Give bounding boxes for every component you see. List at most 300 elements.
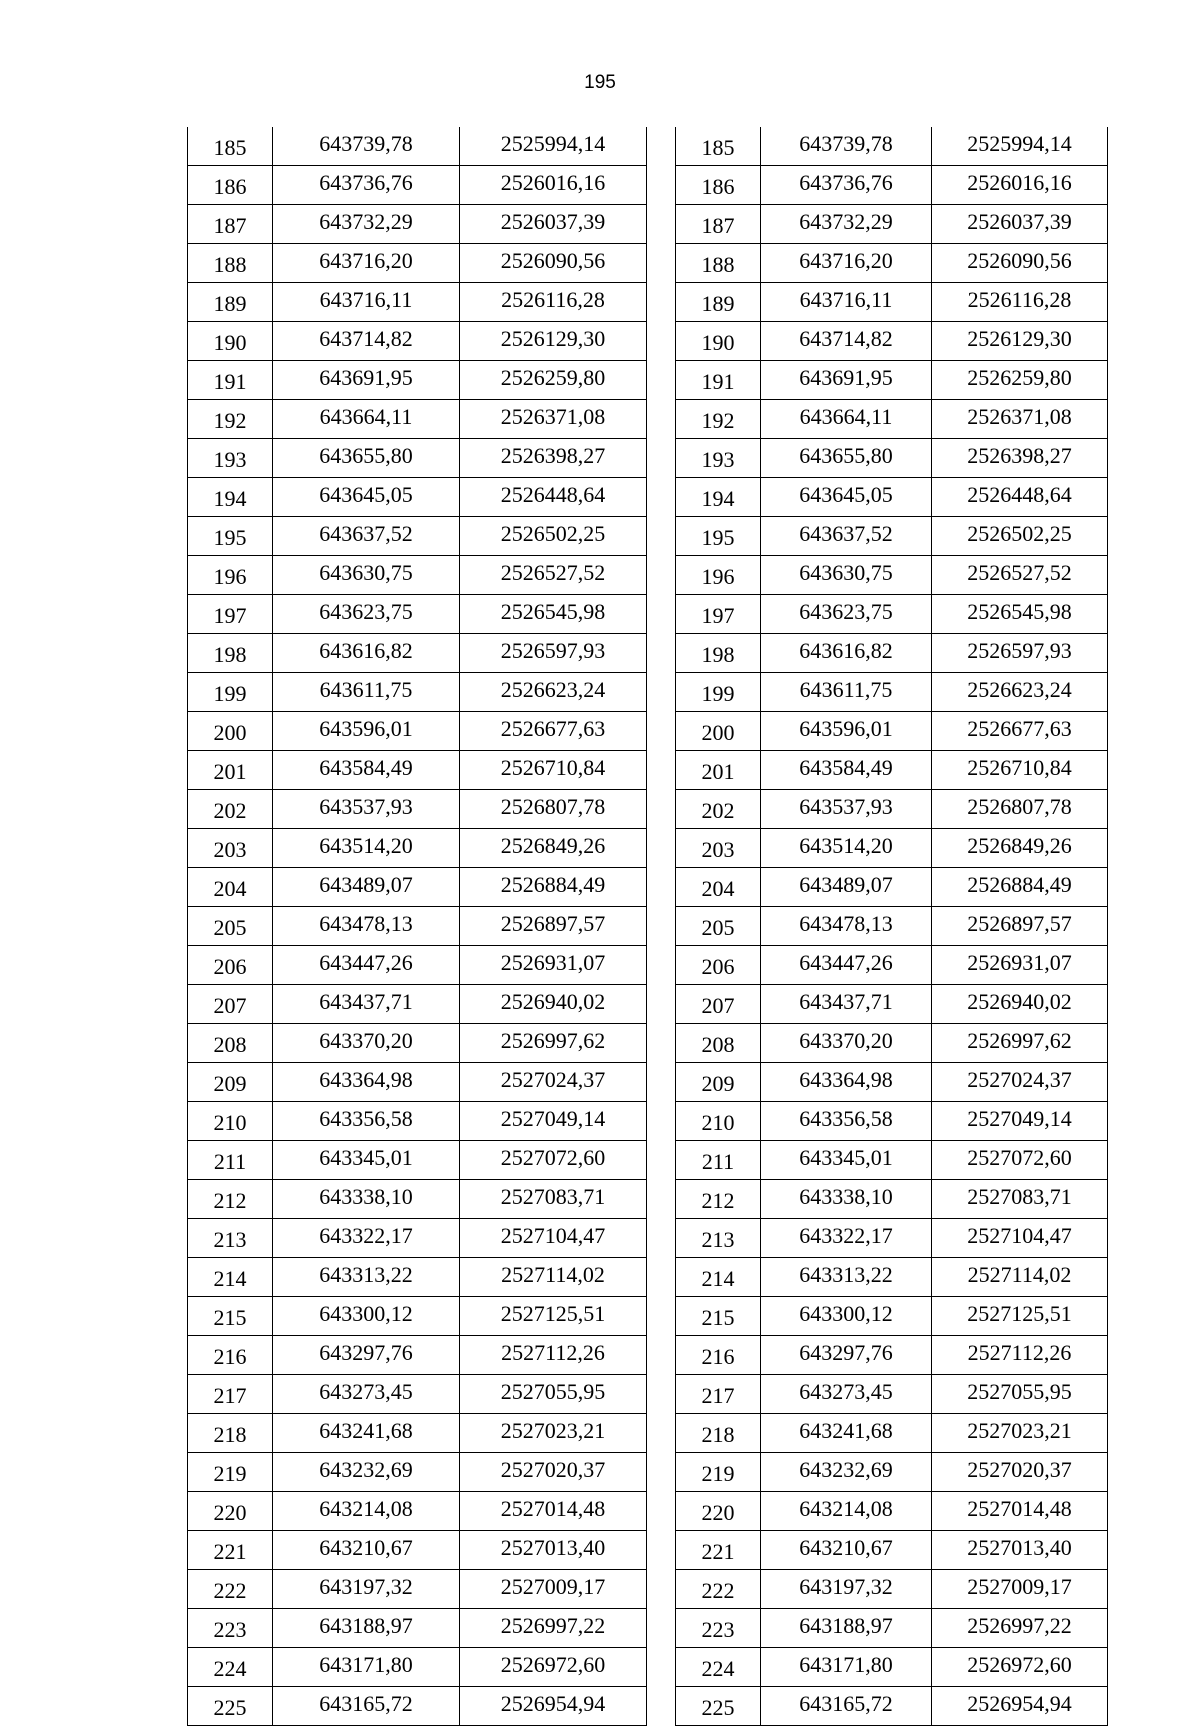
table-row (676, 1453, 1108, 1492)
x-coordinate-cell: 643596,01 (273, 712, 460, 751)
point-number-cell: 211 (188, 1141, 273, 1180)
table-row (676, 1102, 1108, 1141)
y-coordinate-cell: 2526129,30 (460, 322, 647, 361)
table-row (188, 1180, 647, 1219)
y-coordinate-cell: 2526931,07 (460, 946, 647, 985)
x-coordinate-cell: 643489,07 (761, 868, 932, 907)
point-number-cell: 202 (676, 790, 761, 829)
point-number-cell: 197 (676, 595, 761, 634)
table-row (676, 712, 1108, 751)
table-row (188, 283, 647, 322)
table-row (676, 946, 1108, 985)
y-coordinate-cell: 2526997,22 (932, 1609, 1108, 1648)
x-coordinate-cell: 643537,93 (761, 790, 932, 829)
y-coordinate-cell: 2526623,24 (460, 673, 647, 712)
x-coordinate-cell: 643322,17 (273, 1219, 460, 1258)
y-coordinate-cell: 2526710,84 (932, 751, 1108, 790)
point-number-cell: 192 (188, 400, 273, 439)
table-row (188, 244, 647, 283)
table-row (188, 907, 647, 946)
table-row (676, 439, 1108, 478)
table-row (676, 751, 1108, 790)
y-coordinate-cell: 2527125,51 (932, 1297, 1108, 1336)
x-coordinate-cell: 643188,97 (273, 1609, 460, 1648)
point-number-cell: 195 (676, 517, 761, 556)
x-coordinate-cell: 643214,08 (761, 1492, 932, 1531)
y-coordinate-cell: 2525994,14 (932, 127, 1108, 166)
x-coordinate-cell: 643370,20 (761, 1024, 932, 1063)
x-coordinate-cell: 643364,98 (761, 1063, 932, 1102)
table-row (188, 1375, 647, 1414)
x-coordinate-cell: 643300,12 (761, 1297, 932, 1336)
table-row (676, 985, 1108, 1024)
x-coordinate-cell: 643716,20 (273, 244, 460, 283)
x-coordinate-cell: 643345,01 (761, 1141, 932, 1180)
x-coordinate-cell: 643623,75 (273, 595, 460, 634)
point-number-cell: 202 (188, 790, 273, 829)
table-row (676, 1609, 1108, 1648)
y-coordinate-cell: 2526940,02 (932, 985, 1108, 1024)
x-coordinate-cell: 643300,12 (273, 1297, 460, 1336)
table-row (188, 1063, 647, 1102)
point-number-cell: 193 (676, 439, 761, 478)
point-number-cell: 186 (676, 166, 761, 205)
x-coordinate-cell: 643691,95 (273, 361, 460, 400)
table-row (188, 1609, 647, 1648)
point-number-cell: 200 (676, 712, 761, 751)
point-number-cell: 207 (676, 985, 761, 1024)
y-coordinate-cell: 2526677,63 (460, 712, 647, 751)
y-coordinate-cell: 2527023,21 (932, 1414, 1108, 1453)
x-coordinate-cell: 643716,11 (273, 283, 460, 322)
point-number-cell: 185 (188, 127, 273, 166)
y-coordinate-cell: 2526997,22 (460, 1609, 647, 1648)
table-row (676, 517, 1108, 556)
point-number-cell: 203 (188, 829, 273, 868)
y-coordinate-cell: 2526545,98 (932, 595, 1108, 634)
y-coordinate-cell: 2526016,16 (932, 166, 1108, 205)
y-coordinate-cell: 2526448,64 (460, 478, 647, 517)
table-row (188, 322, 647, 361)
x-coordinate-cell: 643732,29 (273, 205, 460, 244)
y-coordinate-cell: 2527112,26 (460, 1336, 647, 1375)
y-coordinate-cell: 2526897,57 (460, 907, 647, 946)
point-number-cell: 221 (676, 1531, 761, 1570)
y-coordinate-cell: 2527014,48 (932, 1492, 1108, 1531)
point-number-cell: 225 (676, 1687, 761, 1726)
x-coordinate-cell: 643214,08 (273, 1492, 460, 1531)
point-number-cell: 186 (188, 166, 273, 205)
table-row (188, 1414, 647, 1453)
x-coordinate-cell: 643714,82 (273, 322, 460, 361)
table-row (188, 1258, 647, 1297)
table-row (188, 1687, 647, 1726)
table-row (188, 361, 647, 400)
table-row (188, 166, 647, 205)
x-coordinate-cell: 643313,22 (761, 1258, 932, 1297)
x-coordinate-cell: 643732,29 (761, 205, 932, 244)
point-number-cell: 196 (188, 556, 273, 595)
table-row (676, 1375, 1108, 1414)
x-coordinate-cell: 643655,80 (273, 439, 460, 478)
x-coordinate-cell: 643664,11 (273, 400, 460, 439)
y-coordinate-cell: 2526597,93 (932, 634, 1108, 673)
y-coordinate-cell: 2527072,60 (932, 1141, 1108, 1180)
x-coordinate-cell: 643645,05 (273, 478, 460, 517)
table-row (676, 244, 1108, 283)
x-coordinate-cell: 643197,32 (273, 1570, 460, 1609)
x-coordinate-cell: 643739,78 (273, 127, 460, 166)
y-coordinate-cell: 2526502,25 (932, 517, 1108, 556)
x-coordinate-cell: 643356,58 (761, 1102, 932, 1141)
table-row (188, 400, 647, 439)
coordinates-table-right (675, 127, 1108, 1726)
point-number-cell: 224 (188, 1648, 273, 1687)
table-row (188, 1297, 647, 1336)
point-number-cell: 217 (676, 1375, 761, 1414)
y-coordinate-cell: 2527125,51 (460, 1297, 647, 1336)
y-coordinate-cell: 2526129,30 (932, 322, 1108, 361)
y-coordinate-cell: 2526090,56 (460, 244, 647, 283)
x-coordinate-cell: 643616,82 (273, 634, 460, 673)
x-coordinate-cell: 643356,58 (273, 1102, 460, 1141)
table-row (188, 556, 647, 595)
table-row (676, 829, 1108, 868)
table-row (188, 985, 647, 1024)
x-coordinate-cell: 643447,26 (761, 946, 932, 985)
table-row (188, 205, 647, 244)
y-coordinate-cell: 2527009,17 (460, 1570, 647, 1609)
point-number-cell: 199 (676, 673, 761, 712)
point-number-cell: 194 (188, 478, 273, 517)
y-coordinate-cell: 2526398,27 (932, 439, 1108, 478)
point-number-cell: 191 (676, 361, 761, 400)
point-number-cell: 187 (188, 205, 273, 244)
y-coordinate-cell: 2527024,37 (932, 1063, 1108, 1102)
table-row (188, 790, 647, 829)
point-number-cell: 211 (676, 1141, 761, 1180)
table-row (676, 361, 1108, 400)
table-row (676, 556, 1108, 595)
y-coordinate-cell: 2526972,60 (460, 1648, 647, 1687)
table-row (188, 517, 647, 556)
x-coordinate-cell: 643273,45 (273, 1375, 460, 1414)
point-number-cell: 214 (188, 1258, 273, 1297)
table-row (676, 1414, 1108, 1453)
x-coordinate-cell: 643645,05 (761, 478, 932, 517)
y-coordinate-cell: 2526710,84 (460, 751, 647, 790)
y-coordinate-cell: 2526849,26 (460, 829, 647, 868)
point-number-cell: 203 (676, 829, 761, 868)
y-coordinate-cell: 2527049,14 (460, 1102, 647, 1141)
x-coordinate-cell: 643165,72 (761, 1687, 932, 1726)
x-coordinate-cell: 643584,49 (273, 751, 460, 790)
table-row (188, 1336, 647, 1375)
x-coordinate-cell: 643165,72 (273, 1687, 460, 1726)
point-number-cell: 223 (188, 1609, 273, 1648)
point-number-cell: 215 (188, 1297, 273, 1336)
y-coordinate-cell: 2526371,08 (460, 400, 647, 439)
point-number-cell: 219 (676, 1453, 761, 1492)
x-coordinate-cell: 643630,75 (273, 556, 460, 595)
point-number-cell: 187 (676, 205, 761, 244)
table-row (188, 1492, 647, 1531)
point-number-cell: 195 (188, 517, 273, 556)
x-coordinate-cell: 643611,75 (273, 673, 460, 712)
x-coordinate-cell: 643232,69 (761, 1453, 932, 1492)
point-number-cell: 215 (676, 1297, 761, 1336)
x-coordinate-cell: 643739,78 (761, 127, 932, 166)
y-coordinate-cell: 2526502,25 (460, 517, 647, 556)
y-coordinate-cell: 2527083,71 (932, 1180, 1108, 1219)
table-row (676, 322, 1108, 361)
x-coordinate-cell: 643338,10 (761, 1180, 932, 1219)
x-coordinate-cell: 643489,07 (273, 868, 460, 907)
table-body (188, 127, 647, 1726)
table-row (676, 400, 1108, 439)
y-coordinate-cell: 2526997,62 (932, 1024, 1108, 1063)
x-coordinate-cell: 643241,68 (761, 1414, 932, 1453)
table-row (676, 673, 1108, 712)
x-coordinate-cell: 643478,13 (761, 907, 932, 946)
y-coordinate-cell: 2526997,62 (460, 1024, 647, 1063)
table-row (188, 634, 647, 673)
y-coordinate-cell: 2526954,94 (460, 1687, 647, 1726)
y-coordinate-cell: 2527023,21 (460, 1414, 647, 1453)
table-row (676, 907, 1108, 946)
point-number-cell: 201 (676, 751, 761, 790)
y-coordinate-cell: 2527112,26 (932, 1336, 1108, 1375)
y-coordinate-cell: 2526116,28 (460, 283, 647, 322)
x-coordinate-cell: 643241,68 (273, 1414, 460, 1453)
y-coordinate-cell: 2527020,37 (460, 1453, 647, 1492)
y-coordinate-cell: 2526259,80 (932, 361, 1108, 400)
point-number-cell: 221 (188, 1531, 273, 1570)
point-number-cell: 191 (188, 361, 273, 400)
table-row (188, 946, 647, 985)
point-number-cell: 197 (188, 595, 273, 634)
point-number-cell: 214 (676, 1258, 761, 1297)
x-coordinate-cell: 643736,76 (273, 166, 460, 205)
y-coordinate-cell: 2526116,28 (932, 283, 1108, 322)
x-coordinate-cell: 643616,82 (761, 634, 932, 673)
point-number-cell: 206 (188, 946, 273, 985)
table-row (188, 1531, 647, 1570)
point-number-cell: 224 (676, 1648, 761, 1687)
y-coordinate-cell: 2526448,64 (932, 478, 1108, 517)
x-coordinate-cell: 643171,80 (761, 1648, 932, 1687)
table-row (676, 1570, 1108, 1609)
y-coordinate-cell: 2527020,37 (932, 1453, 1108, 1492)
y-coordinate-cell: 2526398,27 (460, 439, 647, 478)
point-number-cell: 210 (188, 1102, 273, 1141)
x-coordinate-cell: 643364,98 (273, 1063, 460, 1102)
point-number-cell: 200 (188, 712, 273, 751)
point-number-cell: 205 (676, 907, 761, 946)
table-row (676, 1063, 1108, 1102)
point-number-cell: 225 (188, 1687, 273, 1726)
point-number-cell: 207 (188, 985, 273, 1024)
point-number-cell: 208 (188, 1024, 273, 1063)
page-number: 195 (584, 72, 616, 93)
point-number-cell: 206 (676, 946, 761, 985)
point-number-cell: 194 (676, 478, 761, 517)
coordinates-table-left (187, 127, 647, 1726)
y-coordinate-cell: 2526016,16 (460, 166, 647, 205)
table-row (188, 1024, 647, 1063)
y-coordinate-cell: 2526677,63 (932, 712, 1108, 751)
y-coordinate-cell: 2526090,56 (932, 244, 1108, 283)
table-row (676, 1258, 1108, 1297)
y-coordinate-cell: 2526954,94 (932, 1687, 1108, 1726)
y-coordinate-cell: 2527009,17 (932, 1570, 1108, 1609)
point-number-cell: 188 (676, 244, 761, 283)
x-coordinate-cell: 643210,67 (761, 1531, 932, 1570)
x-coordinate-cell: 643345,01 (273, 1141, 460, 1180)
x-coordinate-cell: 643370,20 (273, 1024, 460, 1063)
x-coordinate-cell: 643537,93 (273, 790, 460, 829)
table-row (676, 1336, 1108, 1375)
point-number-cell: 216 (676, 1336, 761, 1375)
table-row (676, 283, 1108, 322)
y-coordinate-cell: 2526931,07 (932, 946, 1108, 985)
y-coordinate-cell: 2526259,80 (460, 361, 647, 400)
table-row (676, 1024, 1108, 1063)
point-number-cell: 213 (676, 1219, 761, 1258)
table-row (188, 595, 647, 634)
x-coordinate-cell: 643623,75 (761, 595, 932, 634)
table-row (676, 1180, 1108, 1219)
table-row (676, 595, 1108, 634)
point-number-cell: 189 (676, 283, 761, 322)
point-number-cell: 190 (676, 322, 761, 361)
x-coordinate-cell: 643514,20 (761, 829, 932, 868)
point-number-cell: 212 (676, 1180, 761, 1219)
table-row (676, 205, 1108, 244)
table-row (676, 166, 1108, 205)
x-coordinate-cell: 643716,20 (761, 244, 932, 283)
y-coordinate-cell: 2527104,47 (932, 1219, 1108, 1258)
table-row (676, 634, 1108, 673)
y-coordinate-cell: 2527055,95 (460, 1375, 647, 1414)
y-coordinate-cell: 2527072,60 (460, 1141, 647, 1180)
y-coordinate-cell: 2526940,02 (460, 985, 647, 1024)
y-coordinate-cell: 2527114,02 (460, 1258, 647, 1297)
point-number-cell: 201 (188, 751, 273, 790)
point-number-cell: 210 (676, 1102, 761, 1141)
table-row (676, 1141, 1108, 1180)
y-coordinate-cell: 2527104,47 (460, 1219, 647, 1258)
y-coordinate-cell: 2527014,48 (460, 1492, 647, 1531)
y-coordinate-cell: 2527024,37 (460, 1063, 647, 1102)
y-coordinate-cell: 2526849,26 (932, 829, 1108, 868)
x-coordinate-cell: 643297,76 (761, 1336, 932, 1375)
x-coordinate-cell: 643210,67 (273, 1531, 460, 1570)
y-coordinate-cell: 2525994,14 (460, 127, 647, 166)
y-coordinate-cell: 2526807,78 (932, 790, 1108, 829)
x-coordinate-cell: 643716,11 (761, 283, 932, 322)
table-row (676, 1687, 1108, 1726)
table-body (676, 127, 1108, 1726)
table-row (188, 478, 647, 517)
x-coordinate-cell: 643322,17 (761, 1219, 932, 1258)
table-row (188, 1141, 647, 1180)
y-coordinate-cell: 2526884,49 (460, 868, 647, 907)
y-coordinate-cell: 2526527,52 (932, 556, 1108, 595)
point-number-cell: 199 (188, 673, 273, 712)
y-coordinate-cell: 2526527,52 (460, 556, 647, 595)
table-row (188, 751, 647, 790)
point-number-cell: 193 (188, 439, 273, 478)
y-coordinate-cell: 2526897,57 (932, 907, 1108, 946)
table-row (188, 1102, 647, 1141)
x-coordinate-cell: 643232,69 (273, 1453, 460, 1492)
point-number-cell: 209 (188, 1063, 273, 1102)
x-coordinate-cell: 643273,45 (761, 1375, 932, 1414)
y-coordinate-cell: 2526037,39 (460, 205, 647, 244)
x-coordinate-cell: 643637,52 (273, 517, 460, 556)
y-coordinate-cell: 2527049,14 (932, 1102, 1108, 1141)
table-row (188, 868, 647, 907)
point-number-cell: 198 (188, 634, 273, 673)
point-number-cell: 222 (676, 1570, 761, 1609)
table-row (676, 1531, 1108, 1570)
point-number-cell: 223 (676, 1609, 761, 1648)
point-number-cell: 196 (676, 556, 761, 595)
y-coordinate-cell: 2527013,40 (932, 1531, 1108, 1570)
point-number-cell: 222 (188, 1570, 273, 1609)
y-coordinate-cell: 2526037,39 (932, 205, 1108, 244)
x-coordinate-cell: 643664,11 (761, 400, 932, 439)
x-coordinate-cell: 643437,71 (761, 985, 932, 1024)
x-coordinate-cell: 643437,71 (273, 985, 460, 1024)
point-number-cell: 220 (676, 1492, 761, 1531)
x-coordinate-cell: 643338,10 (273, 1180, 460, 1219)
point-number-cell: 198 (676, 634, 761, 673)
point-number-cell: 192 (676, 400, 761, 439)
point-number-cell: 218 (188, 1414, 273, 1453)
x-coordinate-cell: 643447,26 (273, 946, 460, 985)
point-number-cell: 219 (188, 1453, 273, 1492)
x-coordinate-cell: 643611,75 (761, 673, 932, 712)
table-row (188, 1453, 647, 1492)
x-coordinate-cell: 643655,80 (761, 439, 932, 478)
y-coordinate-cell: 2526371,08 (932, 400, 1108, 439)
point-number-cell: 208 (676, 1024, 761, 1063)
table-row (676, 127, 1108, 166)
table-row (676, 1297, 1108, 1336)
table-row (676, 1492, 1108, 1531)
table-row (188, 673, 647, 712)
x-coordinate-cell: 643596,01 (761, 712, 932, 751)
table-row (188, 712, 647, 751)
point-number-cell: 220 (188, 1492, 273, 1531)
y-coordinate-cell: 2526807,78 (460, 790, 647, 829)
y-coordinate-cell: 2526884,49 (932, 868, 1108, 907)
table-row (188, 829, 647, 868)
table-row (188, 1219, 647, 1258)
table-row (188, 127, 647, 166)
point-number-cell: 218 (676, 1414, 761, 1453)
point-number-cell: 185 (676, 127, 761, 166)
y-coordinate-cell: 2527055,95 (932, 1375, 1108, 1414)
table-row (188, 1570, 647, 1609)
x-coordinate-cell: 643297,76 (273, 1336, 460, 1375)
x-coordinate-cell: 643637,52 (761, 517, 932, 556)
point-number-cell: 190 (188, 322, 273, 361)
point-number-cell: 213 (188, 1219, 273, 1258)
x-coordinate-cell: 643691,95 (761, 361, 932, 400)
